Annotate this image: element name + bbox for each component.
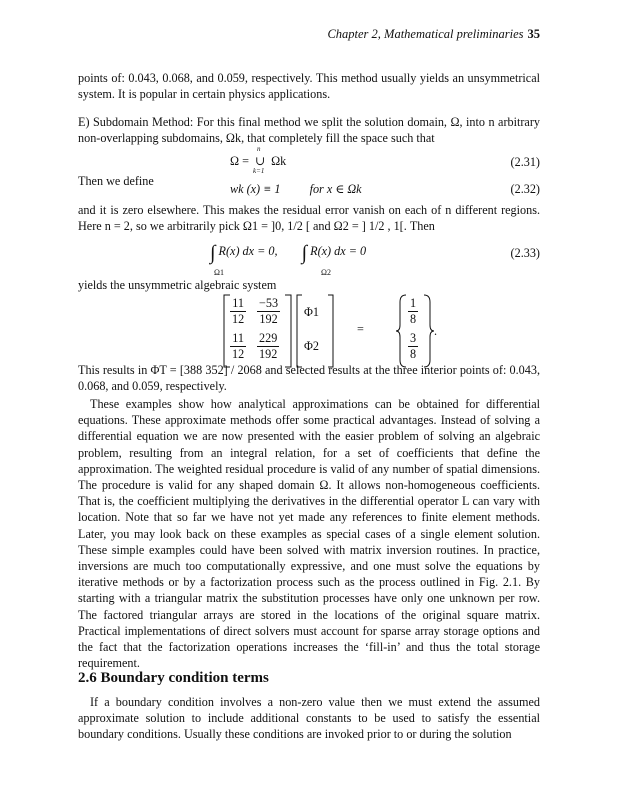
a22-denominator: 192 [259,347,278,361]
matrix-a22 [257,331,279,362]
a21-numerator: 11 [230,331,246,347]
vector-b1 [408,296,418,327]
a12-denominator: 192 [259,312,278,326]
b1-numerator: 1 [410,296,417,310]
a11-denominator: 12 [232,312,245,326]
eq-2-31-rhs: Ωk [271,154,287,168]
matrix-brackets [78,292,540,372]
matrix-period: . [434,324,438,338]
integral-sign-1: ∫ [210,242,216,264]
a11-numerator: 11 [230,296,246,312]
subdomain-method-paragraph: E) Subdomain Method: For this final method we split the solution domain, Ω, into n arbitrary non-overlapping subdomains, Ωk, that completely fill the space such that [78,115,540,146]
union-operator [252,145,268,175]
then-define-text: Then we define [78,174,154,188]
union-lower-limit: k=1 [253,167,265,175]
intro-paragraph: points of: 0.043, 0.068, and 0.059, respectively. This method usually yields an unsymmetrical system. It is popular in certain physics applications. [78,71,540,102]
matrix-a21 [230,331,246,362]
a12-numerator: −53 [259,296,279,310]
eq-2-31-lhs: Ω = [230,154,249,168]
integral-2-body: R(x) dx = 0 [310,244,367,258]
phi-1: Φ1 [304,305,320,319]
equation-number-2-32: (2.32) [510,182,540,196]
integral-1-domain: Ω1 [214,268,224,277]
chapter-title: Chapter 2, Mathematical preliminaries [327,27,524,41]
matrix-a11 [230,296,246,327]
phi-2: Φ2 [304,339,320,353]
union-upper-limit: n [257,145,261,153]
equation-number-2-31: (2.31) [510,155,540,169]
integral-sign-2: ∫ [301,242,308,264]
integral-1-body: R(x) dx = 0, [218,244,278,258]
b1-denominator: 8 [410,312,417,326]
union-symbol: ∪ [254,154,266,168]
eq-2-32-condition: for x ∈ Ωk [309,182,362,196]
running-header [78,27,540,42]
eq-2-32-lhs: wk (x) ≡ 1 [230,182,281,196]
zero-elsewhere-paragraph: and it is zero elsewhere. This makes the residual error vanish on each of n different regions. Here n = 2, so we arbitrarily pick Ω1 = ]0, 1/2 [ and Ω2 = ] 1/2 , 1[. Then [78,203,540,234]
results-paragraph: This results in ΦT = [388 352] / 2068 and selected results at the three interior points of: 0.043, 0.068, and 0.059, respectively. [78,363,540,394]
boundary-paragraph: If a boundary condition involves a non-zero value then we must extend the assumed approximate solution to include additional constants to be used to satisfy the essential boundary conditions. Usually these conditions are invoked prior to or during the solution [78,695,540,742]
section-heading: 2.6 Boundary condition terms [78,670,269,686]
equation-2-31 [230,145,287,175]
page-number: 35 [527,27,540,41]
b2-denominator: 8 [410,347,417,361]
matrix-a12 [257,296,280,327]
equation-2-32 [230,182,362,197]
yields-text: yields the unsymmetric algebraic system [78,278,277,292]
integral-2-domain: Ω2 [321,268,331,277]
examples-paragraph: These examples show how analytical approximations can be obtained for differential equations. These approximate methods offer some practical advantages. Instead of solving a differential equation we are now presented with the easier problem of solving an algebraic problem, resulting from an integral relation, for a set of coefficients that define the approximation. The weighted residual procedure is valid of any number of spatial dimensions. The procedure is valid for any shaped domain Ω. It allows non-homogeneous coefficients. That is, the coefficient multiplying the derivatives in the differential operator L can vary with location. Note that so far we have not yet made any references to finite element methods. Later, you may look back on these examples as special cases of a single element solution. These simple examples could have been solved with matrix inversion routines. In practice, inversions are much too computationally expressive, and one must solve the equations by iterative methods or by a factorization process such as the process outlined in Fig. 2.1. By starting with a triangular matrix the substitution processes have only one unknown per row. The factored triangular arrays are stored in the locations of the original square matrix. Practical implementations of direct solvers must account for sparse array storage options and the fact that the factorization operations increases the ‘fill-in’ and thus the total storage requirement. [78,397,540,671]
equation-2-33 [210,242,366,265]
vector-b2 [408,331,418,362]
b2-numerator: 3 [410,331,417,345]
equation-number-2-33: (2.33) [510,246,540,260]
matrix-equals: = [357,322,364,336]
a22-numerator: 229 [259,331,278,345]
a21-denominator: 12 [232,347,245,361]
